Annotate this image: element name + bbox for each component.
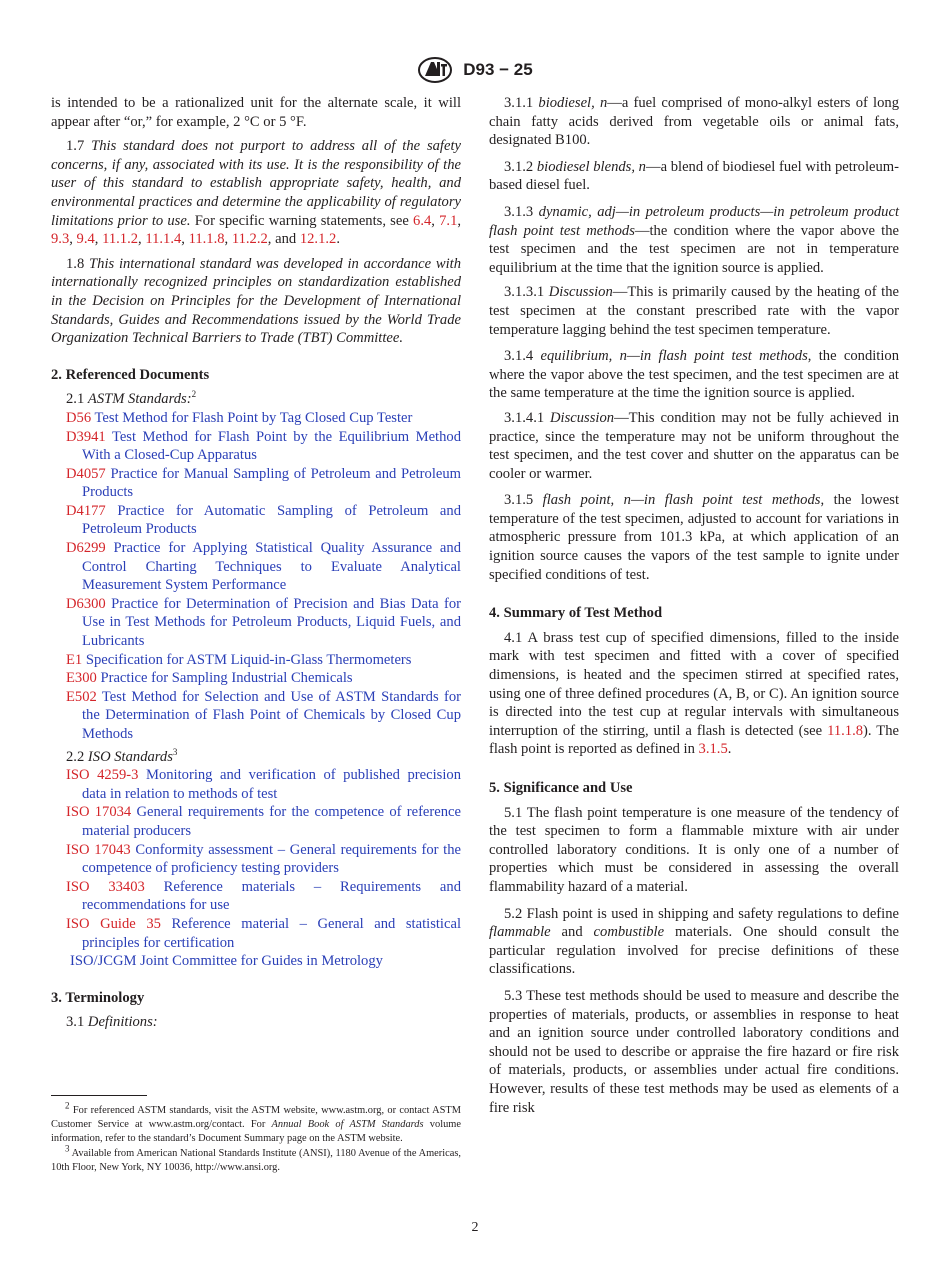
section-3-heading: 3. Terminology [51, 989, 145, 1006]
link-11-1-2[interactable]: 11.1.2 [102, 231, 139, 248]
page-number: 2 [471, 1220, 479, 1235]
ref-d6300[interactable]: D6300 Practice for Determination of Precision and Bias Data for Use in Test Methods for Petroleum Products, Liquid Fuels, and Lubricants [66, 595, 461, 650]
ref-iso-17043[interactable]: ISO 17043 Conformity assessment – General requirements for the competence of proficiency testing providers [66, 841, 462, 877]
def-3-1-3-1: 3.1.3.1 Discussion—This is primarily caused by the heating of the test specimen at the constant prescribed rate with the vapor temperature lagging behind the test specimen temperature. [489, 284, 899, 338]
section-2-heading: 2. Referenced Documents [51, 366, 210, 383]
ref-d4177[interactable]: D4177 Practice for Automatic Sampling of Petroleum and Petroleum Products [66, 502, 462, 538]
link-12-1-2[interactable]: 12.1.2 [299, 231, 337, 248]
link-9-4[interactable]: 9.4 [76, 231, 95, 248]
ref-e502[interactable]: E502 Test Method for Selection and Use of ASTM Standards for the Determination of Flash Point of Chemicals by Closed Cup Methods [66, 688, 461, 742]
para-2-2: 2.2 ISO Standards$^3$ [66, 746, 178, 765]
ref-iso-4259-3[interactable]: ISO 4259-3 Monitoring and verification of published precision data in relation to methods of test [66, 767, 461, 802]
para-2-1: 2.1 ASTM Standards:$^2$ [66, 389, 197, 408]
link-11-1-8[interactable]: 11.1.8 [188, 231, 225, 248]
para-5-3: 5.3 These test methods should be used to measure and describe the properties of materials, products, or assemblies in response to heat and an ignition source under controlled laboratory conditions and should not be used to describe or appraise the fire hazard or fire risk of materials, products, or assemblies under actual fire conditions. However, results of these test methods may be used as elements of a fire risk [489, 987, 899, 1116]
def-3-1-4-1: 3.1.4.1 Discussion—This condition may not be fully achieved in practice, since the temperature may not be uniform throughout the test specimen, and the test cover and shutter on the apparatus can be cooler or warmer. [489, 409, 899, 482]
link-11-1-4[interactable]: 11.1.4 [145, 231, 182, 248]
para-1-7: 1.7 This standard does not purport to address all of the safety concerns, if any, associated with its use. It is the responsibility of the user of this standard to establish appropriate safety, health, and environmental practices and determine the applicability of regulatory limitations prior to use. For specific warning statements, see 6.4, 7.1, 9.3, 9.4, 11.1.2, 11.1.4, 11.1.8, 11.2.2, and 12.1.2. [51, 138, 462, 248]
astm-logo-icon [417, 56, 453, 84]
link-3-1-5[interactable]: 3.1.5 [698, 741, 728, 758]
def-3-1-3: 3.1.3 dynamic, adj—in petroleum products—in petroleum product flash point test methods—the condition where the vapor above the test specimen and the test specimen are not in temperature equilibrium at the time that the ignition source is applied. [489, 203, 899, 276]
section-5-heading: 5. Significance and Use [489, 780, 633, 796]
footnote-2: $^2$ For referenced ASTM standards, visit the ASTM website, www.astm.org, or contact ASTM Customer Service at www.astm.org/contact. For Annual Book of ASTM Standards volume information, refer to the standard’s Document Summary page on the ASTM website. [51, 1100, 461, 1145]
link-6-4[interactable]: 6.4 [413, 212, 432, 229]
continued-text: is intended to be a rationalized unit for the alternate scale, it will appear after “or,” for example, 2 °C or 5 °F. [51, 95, 461, 130]
footnotes [51, 1100, 461, 1175]
ref-d6299[interactable]: D6299 Practice for Applying Statistical Quality Assurance and Control Charting Techniques to Evaluate Analytical Measurement System Performance [66, 540, 461, 594]
footnote-3: $^3$ Available from American National Standards Institute (ANSI), 1180 Avenue of the Americas, 10th Floor, New York, NY 10036, http://www.ansi.org. [51, 1143, 461, 1173]
def-3-1-4: 3.1.4 equilibrium, n—in flash point test methods, the condition where the vapor above the test specimen, and the test specimen are at the same temperature at the time the ignition source is applied. [489, 348, 900, 402]
ref-iso-33403[interactable]: ISO 33403 Reference materials – Requirements and recommendations for use [66, 878, 461, 914]
ref-e300[interactable]: E300 Practice for Sampling Industrial Chemicals [66, 670, 353, 687]
ref-iso-guide-35[interactable]: ISO Guide 35 Reference material – General and statistical principles for certification [66, 915, 462, 951]
ref-iso-17034[interactable]: ISO 17034 General requirements for the competence of reference material producers [66, 804, 461, 839]
link-9-3[interactable]: 9.3 [51, 231, 70, 248]
ref-d4057[interactable]: D4057 Practice for Manual Sampling of Petroleum and Petroleum Products [66, 465, 461, 501]
footnote-divider [51, 1095, 147, 1096]
link-7-1[interactable]: 7.1 [439, 212, 458, 229]
def-3-1-1: 3.1.1 biodiesel, n—a fuel comprised of mono-alkyl esters of long chain fatty acids derived from vegetable oils or animal fats, designated B100. [489, 95, 899, 149]
def-3-1-2: 3.1.2 biodiesel blends, n—a blend of biodiesel fuel with petroleum-based diesel fuel. [489, 158, 900, 194]
left-column [51, 94, 461, 1032]
para-5-2: 5.2 Flash point is used in shipping and safety regulations to define flammable and combustible materials. One should consult the particular regulation involved for precise definitions of these classifications. [489, 905, 900, 978]
section-4-heading: 4. Summary of Test Method [489, 605, 663, 622]
designation: D93 − 25 [463, 60, 533, 79]
page-header [0, 56, 950, 84]
ref-e1[interactable]: E1 Specification for ASTM Liquid-in-Glass Thermometers [66, 651, 412, 668]
ref-d3941[interactable]: D3941 Test Method for Flash Point by the Equilibrium Method With a Closed-Cup Apparatus [66, 428, 461, 464]
link-11-1-8-b[interactable]: 11.1.8 [827, 722, 864, 739]
para-4-1: 4.1 A brass test cup of specified dimensions, filled to the inside mark with test specimen and fitted with a cover of specified dimensions, is heated and the specimen stirred at specified rates, using one of three defined procedures (A, B, or C). An ignition source is directed into the test cup at regular intervals with simultaneous interruption of the stirring, until a flash is detected (see 11.1.8). The flash point is reported as defined in 3.1.5. [489, 629, 899, 758]
link-11-2-2[interactable]: 11.2.2 [231, 231, 268, 248]
para-1-8: 1.8 This international standard was developed in accordance with internationally recognized principles on standardization established in the Decision on Principles for the Development of International Standards, Guides and Recommendations issued by the World Trade Organization Technical Barriers to Trade (TBT) Committee. [51, 255, 462, 347]
def-3-1-5: 3.1.5 flash point, n—in flash point test methods, the lowest temperature of the test specimen, adjusted to account for variations in atmospheric pressure from 101.3 kPa, at which application of an ignition source causes the vapors of the test sample to ignite under specified conditions of test. [489, 492, 899, 583]
right-column [489, 94, 899, 1123]
para-5-1: 5.1 The flash point temperature is one measure of the tendency of the test specimen to form a flammable mixture with air under controlled laboratory conditions. It is only one of a number of properties which must be considered in assessing the overall flammability hazard of a material. [489, 804, 899, 895]
ref-iso-jcgm[interactable]: ISO/JCGM Joint Committee for Guides in Metrology [70, 953, 383, 970]
para-3-1: 3.1 Definitions: [66, 1014, 158, 1031]
ref-d56[interactable]: D56 Test Method for Flash Point by Tag Closed Cup Tester [66, 409, 413, 426]
